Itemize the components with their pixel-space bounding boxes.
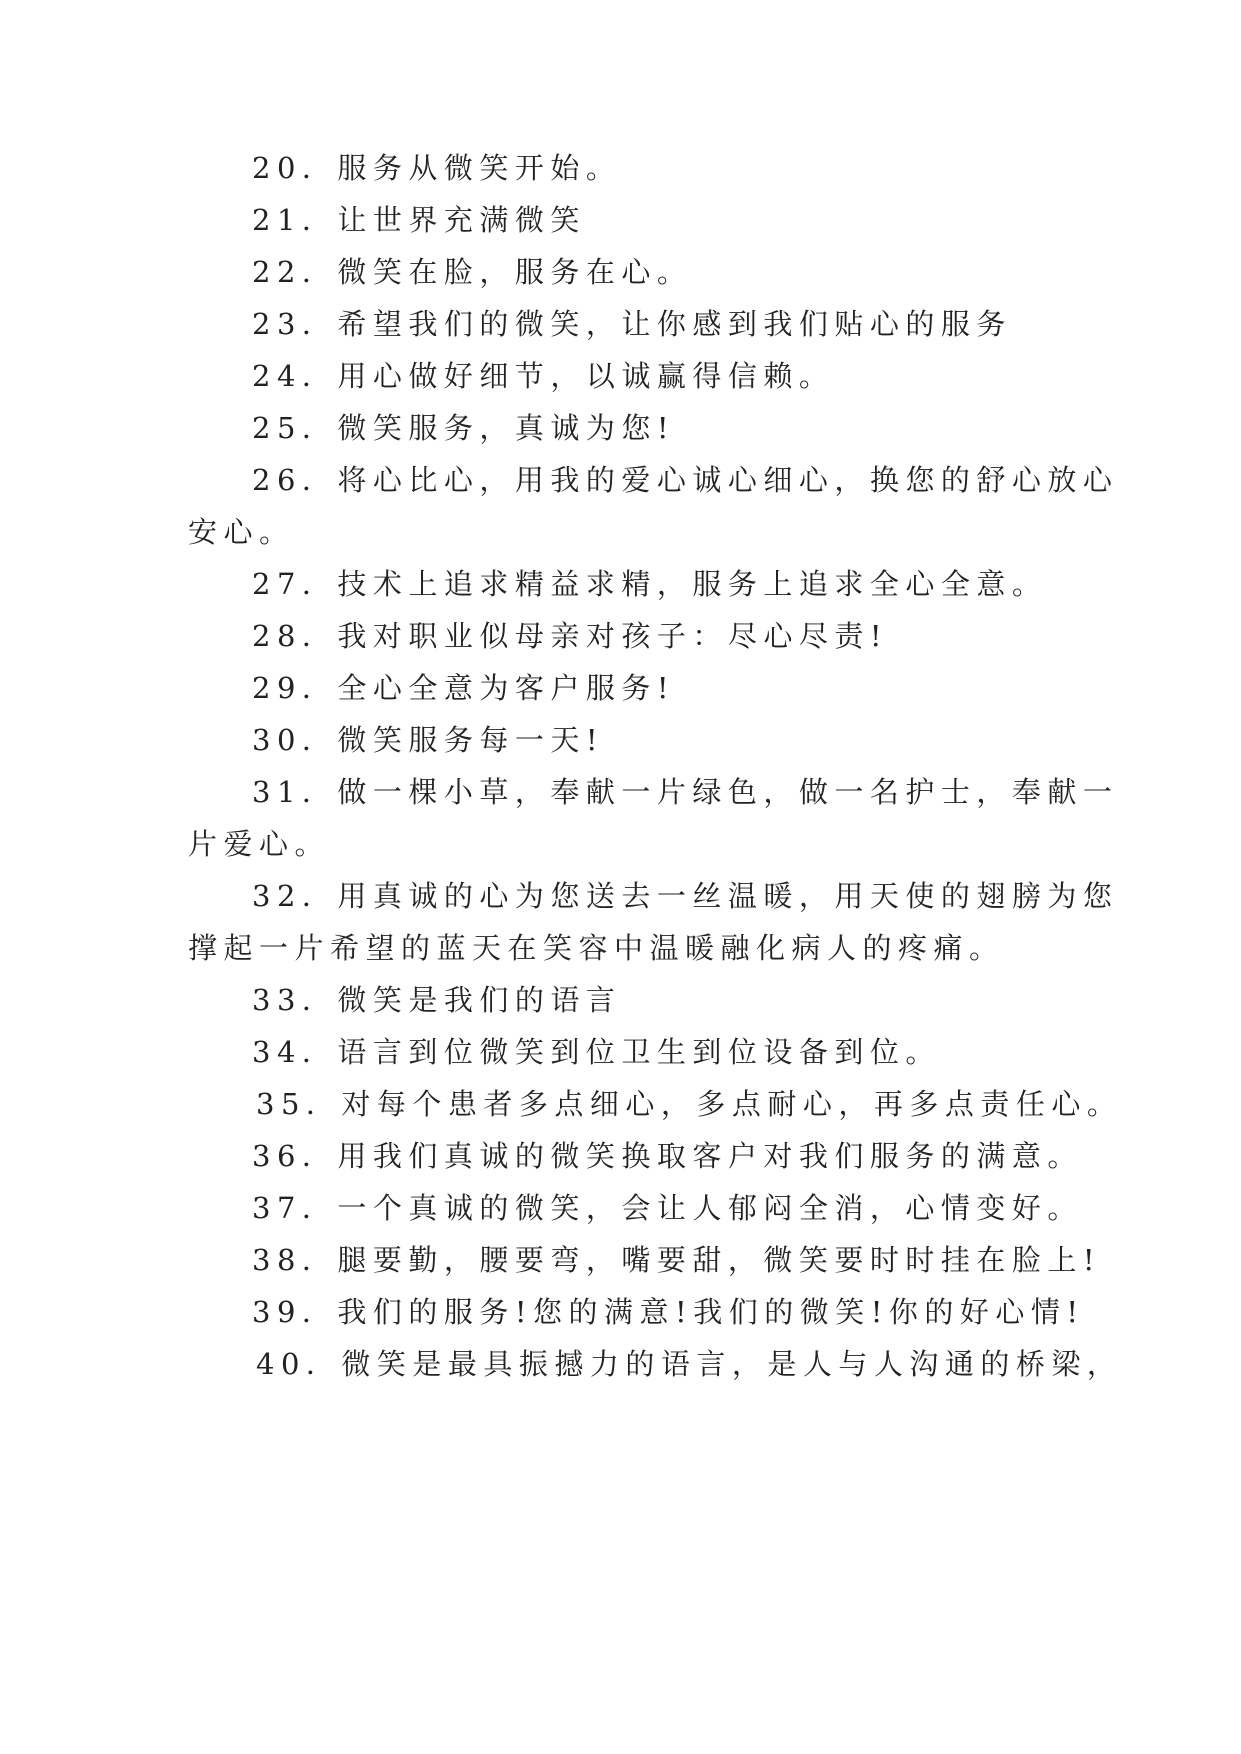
item-25: 25．微笑服务，真诚为您! xyxy=(252,411,676,445)
item-29: 29．全心全意为客户服务! xyxy=(252,671,676,705)
item-24: 24．用心做好细节，以诚赢得信赖。 xyxy=(252,359,835,393)
item-20: 20．服务从微笑开始。 xyxy=(252,151,622,185)
item-34: 34．语言到位微笑到位卫生到位设备到位。 xyxy=(252,1035,941,1069)
item-22: 22．微笑在脸，服务在心。 xyxy=(252,255,693,289)
item-32: 32．用真诚的心为您送去一丝温暖，用天使的翅膀为您 xyxy=(252,879,1119,913)
item-30: 30．微笑服务每一天! xyxy=(252,723,605,757)
item-28: 28．我对职业似母亲对孩子：尽心尽责! xyxy=(252,619,889,653)
item-23: 23．希望我们的微笑，让你感到我们贴心的服务 xyxy=(252,307,1012,341)
item-37: 37．一个真诚的微笑，会让人郁闷全消，心情变好。 xyxy=(252,1191,1083,1225)
item-27: 27．技术上追求精益求精，服务上追求全心全意。 xyxy=(252,567,1048,601)
item-40: 40．微笑是最具振撼力的语言，是人与人沟通的桥梁， xyxy=(256,1347,1123,1381)
item-31-continuation: 片爱心。 xyxy=(188,827,331,861)
item-33: 33．微笑是我们的语言 xyxy=(252,983,622,1017)
item-21: 21．让世界充满微笑 xyxy=(252,203,586,237)
item-39: 39．我们的服务!您的满意!我们的微笑!你的好心情! xyxy=(252,1295,1085,1329)
item-32-continuation: 撑起一片希望的蓝天在笑容中温暖融化病人的疼痛。 xyxy=(188,931,1005,965)
item-26: 26．将心比心，用我的爱心诚心细心，换您的舒心放心 xyxy=(252,463,1119,497)
item-31: 31．做一棵小草，奉献一片绿色，做一名护士，奉献一 xyxy=(252,775,1119,809)
item-38: 38．腿要勤，腰要弯，嘴要甜，微笑要时时挂在脸上! xyxy=(252,1243,1102,1277)
item-35: 35．对每个患者多点细心，多点耐心，再多点责任心。 xyxy=(256,1087,1123,1121)
item-36: 36．用我们真诚的微笑换取客户对我们服务的满意。 xyxy=(252,1139,1083,1173)
item-26-continuation: 安心。 xyxy=(188,515,295,549)
